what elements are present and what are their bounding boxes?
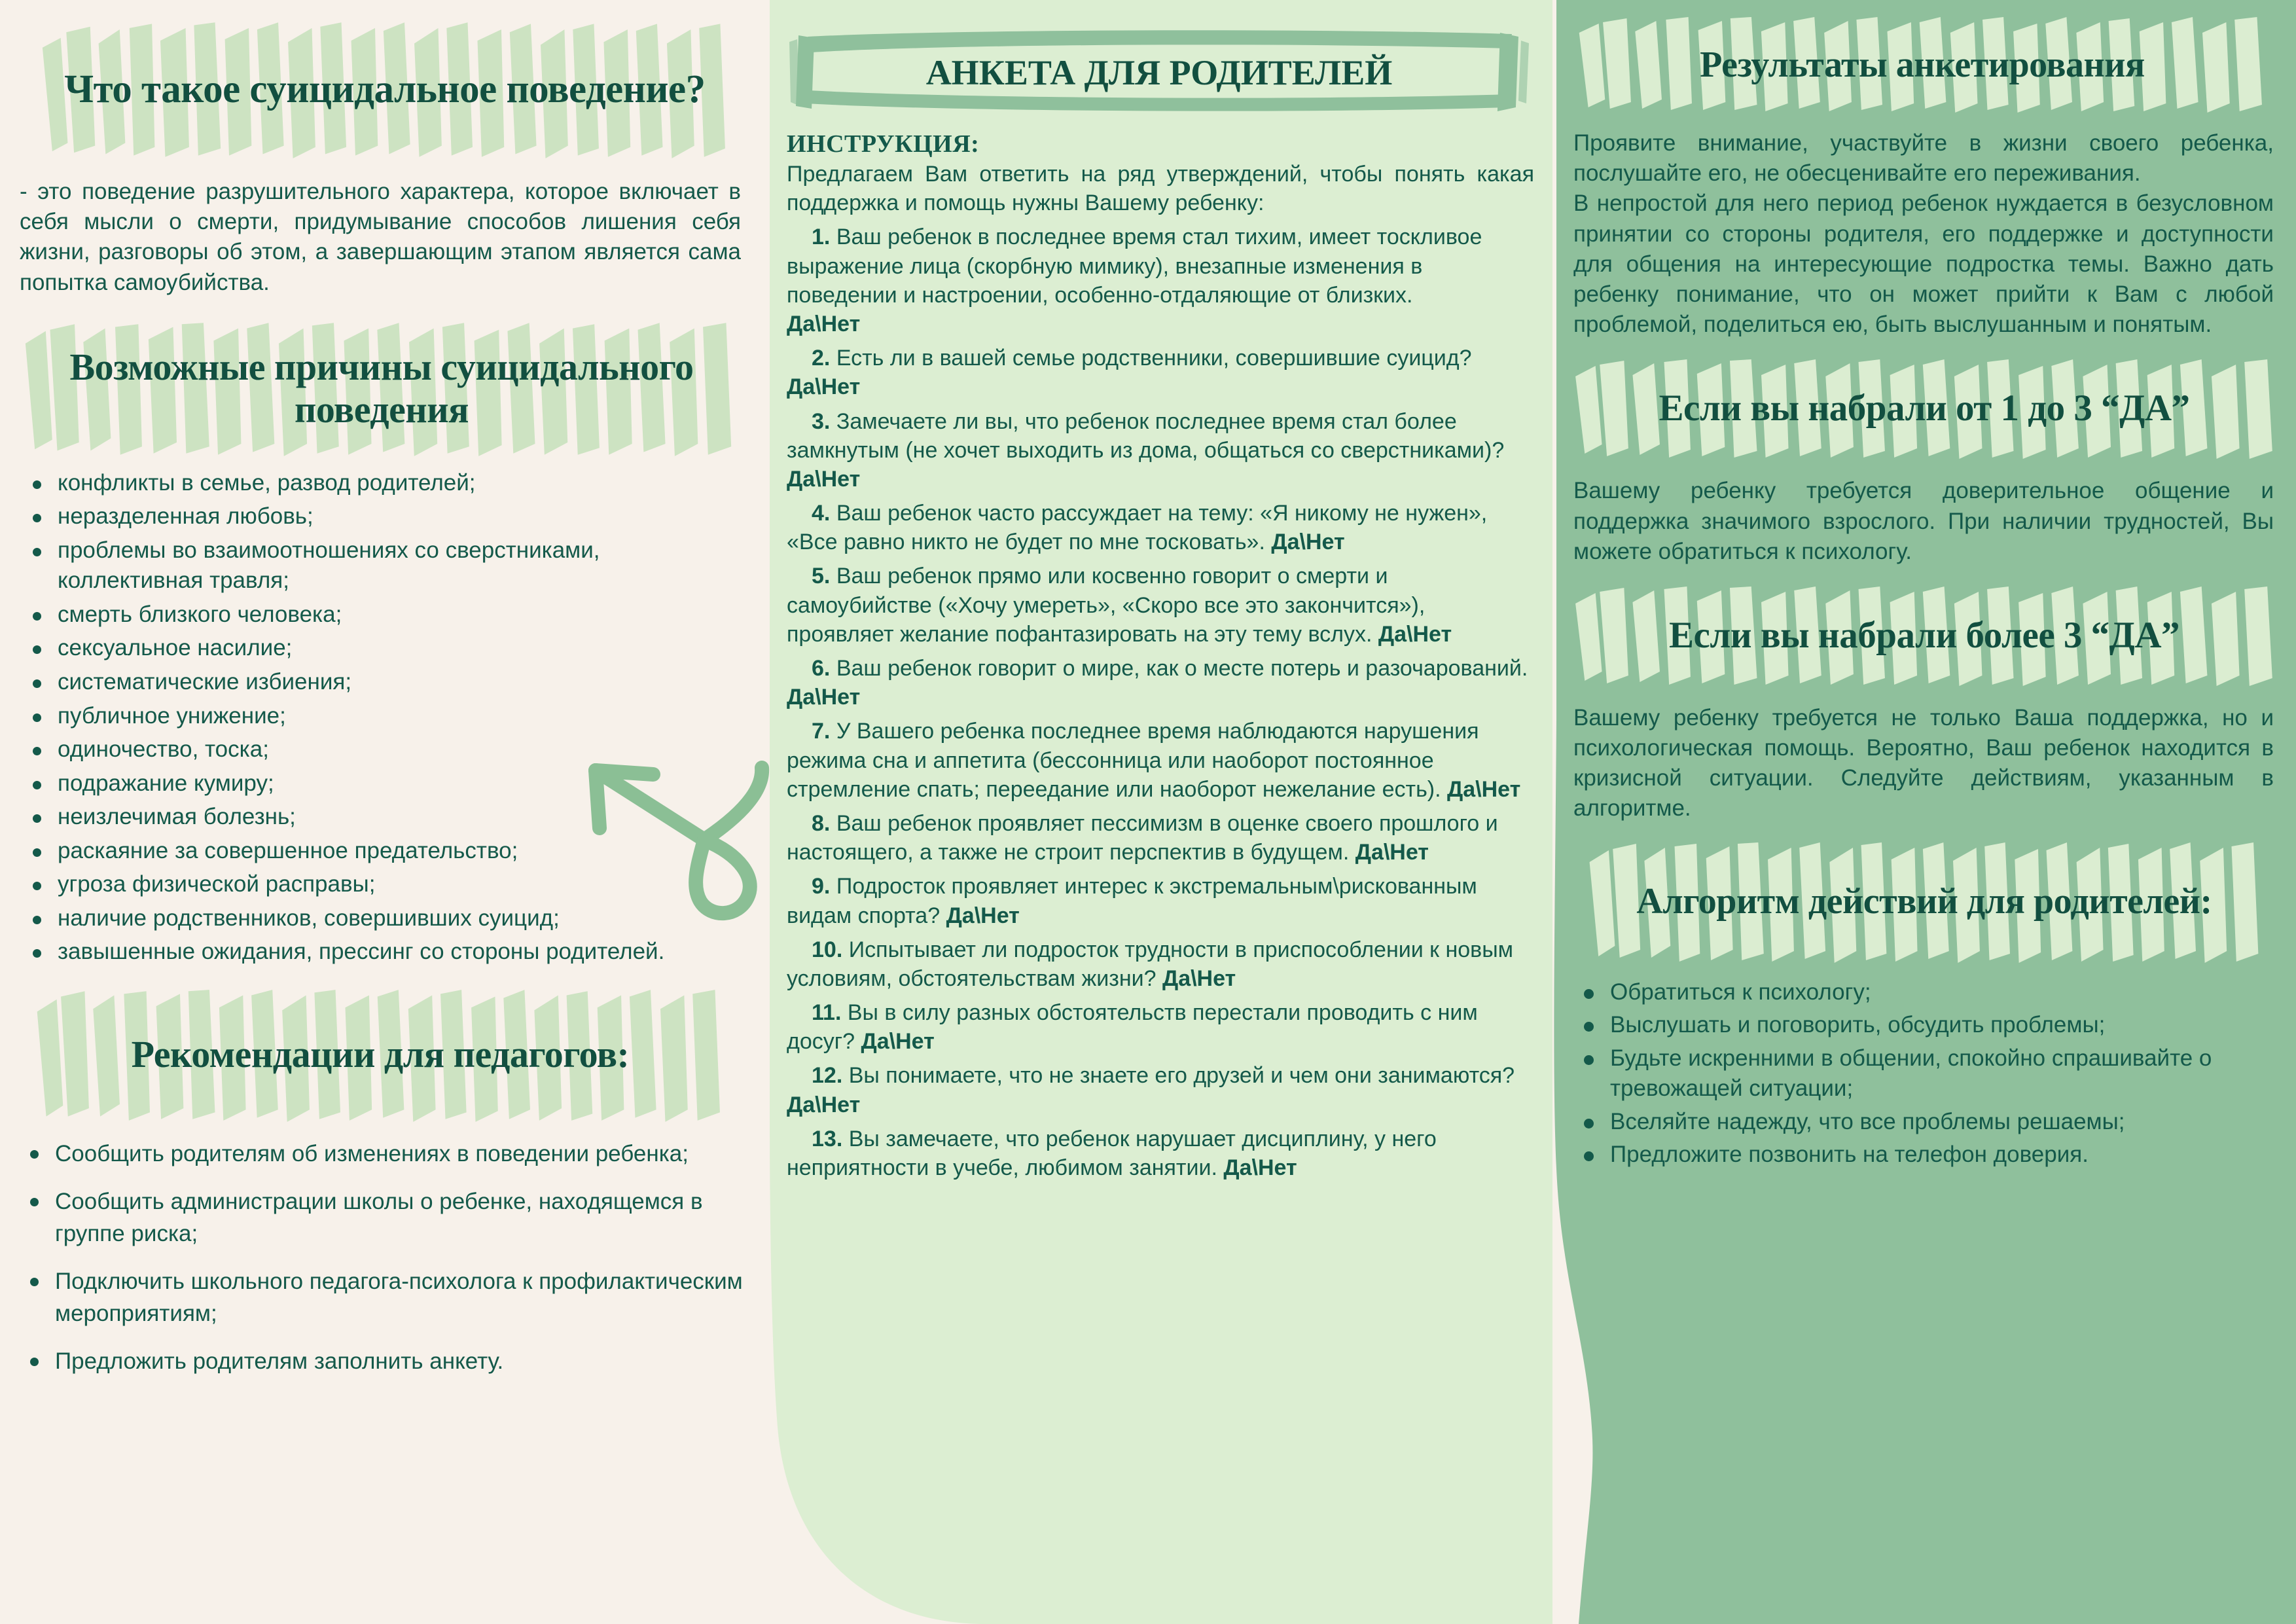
answer-options[interactable]: Да\Нет — [1355, 840, 1429, 865]
heading-score-more-than-3 — [1567, 584, 2282, 687]
list-item: Сообщить родителям об изменениях в поведении ребенка; — [17, 1138, 750, 1170]
answer-options[interactable]: Да\Нет — [787, 466, 861, 492]
list-item: подражание кумиру; — [20, 768, 747, 799]
answer-options[interactable]: Да\Нет — [787, 374, 861, 400]
question-item — [787, 654, 1534, 712]
what-is-suicidal-behavior-text: - это поведение разрушительного характера, которое включает в себя мысли о смерти, придумывание способов лишения себя жизни, разговоры об этом, а завершающим этапом является сама попытка самоубийства. — [20, 179, 741, 295]
answer-options[interactable]: Да\Нет — [787, 311, 861, 336]
instruction-text: Предлагаем Вам ответить на ряд утверждений, чтобы понять какая поддержка и помощь нужны Вашему ребенку: — [787, 162, 1534, 216]
question-item — [787, 499, 1534, 556]
question-number: 4. — [812, 501, 831, 526]
question-number: 13. — [812, 1126, 843, 1151]
answer-options[interactable]: Да\Нет — [1271, 530, 1345, 555]
instruction-label: ИНСТРУКЦИЯ: — [787, 130, 980, 158]
question-number: 2. — [812, 346, 831, 371]
question-number: 9. — [812, 874, 831, 899]
question-number: 11. — [812, 1000, 842, 1026]
question-item — [787, 344, 1534, 401]
list-item: Сообщить администрации школы о ребенке, находящемся в группе риска; — [17, 1185, 750, 1250]
list-item: неизлечимая болезнь; — [20, 802, 747, 833]
heading-parent-questionnaire — [785, 26, 1533, 119]
answer-options[interactable]: Да\Нет — [1162, 965, 1236, 991]
answer-options[interactable]: Да\Нет — [946, 903, 1020, 928]
list-item: смерть близкого человека; — [20, 600, 747, 630]
question-text: Подросток проявляет интерес к экстремальным\рискованным видам спорта? — [787, 874, 1477, 928]
heading-teacher-recommendations — [30, 987, 730, 1123]
question-text: Испытывает ли подросток трудности в приспособлении к новым условиям, обстоятельствам жизни? — [787, 937, 1514, 991]
score-1-to-3-text-block — [1573, 476, 2274, 567]
question-text: Есть ли в вашей семье родственники, совершившие суицид? — [836, 346, 1472, 371]
list-item: систематические избиения; — [20, 667, 747, 698]
list-item: завышенные ожидания, прессинг со стороны родителей. — [20, 937, 747, 967]
question-item — [787, 935, 1534, 993]
heading-text: Результаты анкетирования — [1700, 44, 2145, 85]
list-item: наличие родственников, совершивших суицид; — [20, 903, 747, 934]
question-number: 10. — [812, 937, 843, 962]
curly-arrow-icon — [576, 730, 792, 929]
question-item — [787, 1125, 1534, 1182]
results-paragraph: В непростой для него период ребенок нуждается в безусловном принятии со стороны родителя, его поддержке и доступности для общения на интересующие подростка темы. Важно дать ребенку понимание, что он может прийти к Вам с любой проблемой, поделиться ею, быть выслушанным и понятым. — [1573, 190, 2274, 338]
question-number: 3. — [812, 408, 831, 434]
heading-text: АНКЕТА ДЛЯ РОДИТЕЛЕЙ — [925, 52, 1393, 92]
heading-text: Возможные причины суицидального поведения — [69, 345, 694, 431]
list-item: Вселяйте надежду, что все проблемы решаемы; — [1572, 1107, 2274, 1138]
question-item — [787, 809, 1534, 867]
heading-score-1-to-3 — [1567, 357, 2282, 460]
score-1-to-3-text: Вашему ребенку требуется доверительное общение и поддержка значимого взрослого. При наличии трудностей, Вы можете обратиться к психологу. — [1573, 478, 2274, 564]
list-item: Подключить школьного педагога-психолога к профилактическим мероприятиям; — [17, 1265, 750, 1329]
question-text: Вы в силу разных обстоятельств перестали проводить с ним досуг? — [787, 1000, 1478, 1055]
answer-options[interactable]: Да\Нет — [787, 1092, 861, 1117]
results-paragraph: Проявите внимание, участвуйте в жизни своего ребенка, послушайте его, не обесценивайте его переживания. — [1573, 130, 2274, 187]
heading-text: Если вы набрали от 1 до 3 “ДА” — [1659, 388, 2190, 429]
heading-text: Что такое суицидальное поведение? — [64, 67, 706, 111]
question-item — [787, 998, 1534, 1056]
list-item: угроза физической расправы; — [20, 869, 747, 900]
right-column — [1552, 0, 2296, 1624]
question-text: Ваш ребенок прямо или косвенно говорит о смерти и самоубийстве («Хочу умереть», «Скоро все это закончится»), проявляет желание пофантазировать на эту тему вслух. — [787, 564, 1426, 647]
answer-options[interactable]: Да\Нет — [861, 1029, 935, 1055]
answer-options[interactable]: Да\Нет — [1378, 621, 1452, 647]
score-more-than-3-text: Вашему ребенку требуется не только Ваша поддержка, но и психологическая помощь. Вероятно, Ваш ребенок находится в кризисной ситуации. Следуйте действиям, указанным в алгоритме. — [1573, 704, 2274, 821]
heading-text: Рекомендации для педагогов: — [131, 1033, 630, 1076]
list-item: Обратиться к психологу; — [1572, 977, 2274, 1008]
question-number: 5. — [812, 564, 831, 589]
list-item: публичное унижение; — [20, 701, 747, 732]
list-item: проблемы во взаимоотношениях со сверстниками, коллективная травля; — [20, 535, 747, 596]
question-item — [787, 1061, 1534, 1119]
heading-survey-results — [1572, 16, 2272, 114]
question-number: 6. — [812, 656, 831, 681]
answer-options[interactable]: Да\Нет — [1447, 776, 1521, 802]
list-item: сексуальное насилие; — [20, 633, 747, 664]
question-item — [787, 872, 1534, 929]
question-item — [787, 407, 1534, 494]
list-item: раскаяние за совершенное предательство; — [20, 836, 747, 867]
question-item — [787, 562, 1534, 649]
question-item — [787, 223, 1534, 338]
heading-possible-causes — [20, 320, 744, 458]
question-item — [787, 717, 1534, 804]
list-item: одиночество, тоска; — [20, 734, 747, 765]
results-text-block — [1573, 128, 2274, 340]
question-number: 7. — [812, 719, 831, 744]
heading-what-is-suicidal-behavior — [34, 20, 736, 160]
question-text: Ваш ребенок в последнее время стал тихим, имеет тоскливое выражение лица (скорбную мимику), внезапные изменения в поведении и настроении, особенно-отдаляющие от близких. — [787, 225, 1482, 308]
question-text: Вы понимаете, что не знаете его друзей и чем они занимаются? — [848, 1063, 1515, 1089]
list-item: Выслушать и поговорить, обсудить проблемы; — [1572, 1010, 2274, 1041]
question-text: Ваш ребенок проявляет пессимизм в оценке своего прошлого и настоящего, а также не строит перспектив в будущем. — [787, 810, 1498, 865]
question-text: Ваш ребенок говорит о мире, как о месте потерь и разочарований. — [836, 656, 1528, 681]
question-number: 8. — [812, 810, 831, 836]
list-item: конфликты в семье, развод родителей; — [20, 468, 747, 499]
list-item: Будьте искренними в общении, спокойно спрашивайте о тревожащей ситуации; — [1572, 1043, 2274, 1104]
list-item: неразделенная любовь; — [20, 501, 747, 532]
answer-options[interactable]: Да\Нет — [787, 685, 861, 710]
question-text: Замечаете ли вы, что ребенок последнее время стал более замкнутым (не хочет выходить из дома, общаться со сверстниками)? — [787, 408, 1505, 463]
answer-options[interactable]: Да\Нет — [1223, 1155, 1297, 1180]
heading-text: Алгоритм действий для родителей: — [1636, 881, 2212, 922]
score-more-than-3-text-block — [1573, 703, 2274, 824]
teacher-recommendations-list — [17, 1138, 750, 1377]
middle-column — [770, 0, 1552, 1624]
question-text: Ваш ребенок часто рассуждает на тему: «Я никому не нужен», «Все равно никто не будет по мне тосковать». — [787, 501, 1488, 555]
list-item: Предложить родителям заполнить анкету. — [17, 1345, 750, 1377]
algorithm-list — [1572, 977, 2274, 1170]
question-number: 12. — [812, 1063, 843, 1089]
list-item: Предложите позвонить на телефон доверия. — [1572, 1140, 2274, 1170]
question-text: Вы замечаете, что ребенок нарушает дисциплину, у него неприятности в учебе, любимом занятии. — [787, 1126, 1437, 1180]
questionnaire-body — [770, 130, 1552, 1182]
heading-parent-action-algorithm — [1581, 840, 2267, 964]
question-number: 1. — [812, 225, 831, 250]
question-text: У Вашего ребенка последнее время наблюдаются нарушения режима сна и аппетита (бессонница или наоборот постоянное стремление спать; переедание или наоборот нежелание есть). — [787, 719, 1479, 802]
heading-text: Если вы набрали более 3 “ДА” — [1669, 614, 2179, 656]
left-column — [0, 0, 770, 1624]
